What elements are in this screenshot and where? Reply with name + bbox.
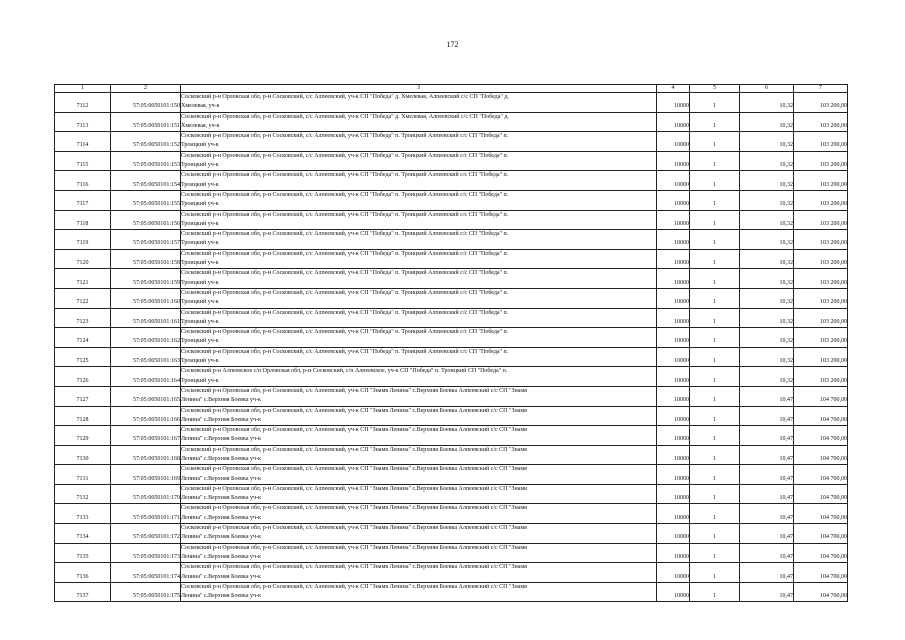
- cadastral-number: 57:05:0050101:165: [111, 386, 181, 406]
- cadastral-number: 57:05:0050101:169: [111, 465, 181, 485]
- unit-price: 10,32: [740, 269, 794, 289]
- cadastral-value: 103 200,00: [794, 190, 848, 210]
- table-row: [55, 426, 848, 446]
- plot-count: 1: [690, 582, 740, 602]
- table-row: [55, 190, 848, 210]
- cadastral-number: 57:05:0050101:154: [111, 171, 181, 191]
- plot-address: [181, 112, 657, 132]
- table-row: [55, 288, 848, 308]
- address-line-2: Ленина" с.Верхняя Боевка уч-к: [181, 475, 261, 482]
- address-line-2: Ленина" с.Верхняя Боевка уч-к: [181, 514, 261, 521]
- plot-count: 1: [690, 190, 740, 210]
- plot-area: 10000: [657, 504, 690, 524]
- row-number: 7116: [55, 171, 111, 191]
- table-row: [55, 151, 848, 171]
- unit-price: 10,47: [740, 504, 794, 524]
- unit-price: 10,32: [740, 230, 794, 250]
- cadastral-value: 103 200,00: [794, 210, 848, 230]
- address-line-1: Сосковский р-н Орловская обл, р-н Сосковский, с/с Алпеевский, уч-к СП "Победа" п. Троицкий Алпеевский с/с СП "Победа" п.: [181, 172, 509, 179]
- cadastral-value: 104 700,00: [794, 543, 848, 563]
- plot-count: 1: [690, 543, 740, 563]
- plot-count: 1: [690, 484, 740, 504]
- unit-price: 10,32: [740, 132, 794, 152]
- unit-price: 10,47: [740, 386, 794, 406]
- cadastral-value: 104 700,00: [794, 582, 848, 602]
- cadastral-number: 57:05:0050101:162: [111, 328, 181, 348]
- plot-count: 1: [690, 112, 740, 132]
- row-number: 7130: [55, 445, 111, 465]
- plot-count: 1: [690, 406, 740, 426]
- unit-price: 10,47: [740, 543, 794, 563]
- plot-address: [181, 445, 657, 465]
- plot-area: 10000: [657, 230, 690, 250]
- column-header: 1: [55, 85, 111, 93]
- plot-address: [181, 249, 657, 269]
- plot-area: 10000: [657, 112, 690, 132]
- row-number: 7125: [55, 347, 111, 367]
- plot-address: [181, 465, 657, 485]
- plot-address: [181, 132, 657, 152]
- unit-price: 10,32: [740, 171, 794, 191]
- plot-address: [181, 328, 657, 348]
- address-line-2: Троицкий уч-к: [181, 260, 219, 267]
- table-row: [55, 504, 848, 524]
- plot-count: 1: [690, 171, 740, 191]
- row-number: 7121: [55, 269, 111, 289]
- address-line-1: Сосковский р-н Орловская обл, р-н Сосковский, с/с Алпеевский, уч-к СП "Победа" п. Троицкий Алпеевский с/с СП "Победа" п.: [181, 231, 509, 238]
- table-row: [55, 132, 848, 152]
- table-row: [55, 210, 848, 230]
- plot-area: 10000: [657, 386, 690, 406]
- cadastral-number: 57:05:0050101:152: [111, 132, 181, 152]
- row-number: 7126: [55, 367, 111, 387]
- plot-address: [181, 426, 657, 446]
- cadastral-value: 104 700,00: [794, 386, 848, 406]
- column-header: 6: [740, 85, 794, 93]
- plot-count: 1: [690, 426, 740, 446]
- address-line-2: Троицкий уч-к: [181, 318, 219, 325]
- page-number: 172: [446, 40, 459, 49]
- cadastral-number: 57:05:0050101:164: [111, 367, 181, 387]
- address-line-1: Сосковский р-н Орловская обл, р-н Сосковский, с/с Алпеевский, уч-к СП "Победа" д. Хмелевая, Алпеевский с/с СП "Победа" д.: [181, 94, 509, 100]
- plot-area: 10000: [657, 484, 690, 504]
- address-line-2: Троицкий уч-к: [181, 162, 219, 169]
- unit-price: 10,47: [740, 465, 794, 485]
- row-number: 7133: [55, 504, 111, 524]
- row-number: 7114: [55, 132, 111, 152]
- plot-count: 1: [690, 269, 740, 289]
- cadastral-number: 57:05:0050101:158: [111, 249, 181, 269]
- plot-address: [181, 524, 657, 544]
- plot-area: 10000: [657, 426, 690, 446]
- address-line-1: Сосковский р-н Орловская обл, р-н Сосковский, с/с Алпеевский, уч-к СП "Победа" п. Троицкий Алпеевский с/с СП "Победа" п.: [181, 152, 509, 159]
- plot-count: 1: [690, 93, 740, 113]
- plot-address: [181, 367, 657, 387]
- address-line-2: Троицкий уч-к: [181, 377, 219, 384]
- plot-area: 10000: [657, 582, 690, 602]
- row-number: 7118: [55, 210, 111, 230]
- address-line-1: Сосковский р-н Орловская обл, р-н Сосковский, с/с Алпеевский, уч-к СП "Победа" п. Троицкий Алпеевский с/с СП "Победа" п.: [181, 133, 509, 140]
- plot-count: 1: [690, 249, 740, 269]
- table-row: [55, 543, 848, 563]
- cadastral-number: 57:05:0050101:168: [111, 445, 181, 465]
- unit-price: 10,47: [740, 582, 794, 602]
- cadastral-number: 57:05:0050101:157: [111, 230, 181, 250]
- unit-price: 10,32: [740, 93, 794, 113]
- cadastral-value: 103 200,00: [794, 112, 848, 132]
- plot-count: 1: [690, 328, 740, 348]
- plot-count: 1: [690, 288, 740, 308]
- address-line-2: Ленина" с.Верхняя Боевка уч-к: [181, 397, 261, 404]
- plot-area: 10000: [657, 406, 690, 426]
- row-number: 7122: [55, 288, 111, 308]
- table-body: [55, 93, 848, 602]
- cadastral-number: 57:05:0050101:170: [111, 484, 181, 504]
- address-line-1: Сосковский р-н Орловская обл, р-н Сосковский, с/с Алпеевский, уч-к СП "Победа" д. Хмелевая, Алпеевский с/с СП "Победа" д.: [181, 113, 509, 120]
- cadastral-value: 103 200,00: [794, 93, 848, 113]
- address-line-2: Троицкий уч-к: [181, 279, 219, 286]
- address-line-1: Сосковский р-н Орловская обл, р-н Сосковский, с/с Алпеевский, уч-к СП "Победа" п. Троицкий Алпеевский с/с СП "Победа" п.: [181, 211, 509, 218]
- row-number: 7117: [55, 190, 111, 210]
- row-number: 7136: [55, 563, 111, 583]
- unit-price: 10,32: [740, 308, 794, 328]
- unit-price: 10,32: [740, 112, 794, 132]
- cadastral-number: 57:05:0050101:166: [111, 406, 181, 426]
- address-line-1: Сосковский р-н Орловская обл, р-н Сосковский, с/с Алпеевский, уч-к СП "Знамя Ленина" с.Верхняя Боевка Алпеевский с/с СП "Знамя: [181, 564, 527, 571]
- address-line-1: Сосковский р-н Орловская обл, р-н Сосковский, с/с Алпеевский, уч-к СП "Победа" п. Троицкий Алпеевский с/с СП "Победа" п.: [181, 191, 509, 198]
- plot-address: [181, 582, 657, 602]
- plot-count: 1: [690, 230, 740, 250]
- plot-area: 10000: [657, 249, 690, 269]
- plot-area: 10000: [657, 93, 690, 113]
- plot-count: 1: [690, 445, 740, 465]
- plot-address: [181, 210, 657, 230]
- cadastral-value: 104 700,00: [794, 504, 848, 524]
- row-number: 7127: [55, 386, 111, 406]
- row-number: 7131: [55, 465, 111, 485]
- address-line-2: Троицкий уч-к: [181, 220, 219, 227]
- plot-address: [181, 151, 657, 171]
- table-row: [55, 112, 848, 132]
- table-row: [55, 171, 848, 191]
- plot-count: 1: [690, 151, 740, 171]
- plot-area: 10000: [657, 210, 690, 230]
- cadastral-number: 57:05:0050101:167: [111, 426, 181, 446]
- cadastral-number: 57:05:0050101:171: [111, 504, 181, 524]
- address-line-2: Ленина" с.Верхняя Боевка уч-к: [181, 534, 261, 541]
- unit-price: 10,47: [740, 524, 794, 544]
- cadastral-number: 57:05:0050101:159: [111, 269, 181, 289]
- unit-price: 10,32: [740, 210, 794, 230]
- plot-address: [181, 288, 657, 308]
- plot-address: [181, 543, 657, 563]
- address-line-2: Троицкий уч-к: [181, 142, 219, 149]
- cadastral-number: 57:05:0050101:163: [111, 347, 181, 367]
- column-header: 5: [690, 85, 740, 93]
- table-row: [55, 269, 848, 289]
- table-row: [55, 367, 848, 387]
- table-row: [55, 386, 848, 406]
- cadastral-value: 103 200,00: [794, 308, 848, 328]
- address-line-2: Троицкий уч-к: [181, 338, 219, 345]
- address-line-2: Ленина" с.Верхняя Боевка уч-к: [181, 416, 261, 423]
- table-row: [55, 582, 848, 602]
- cadastral-value: 104 700,00: [794, 524, 848, 544]
- address-line-2: Троицкий уч-к: [181, 181, 219, 188]
- address-line-1: Сосковский р-н Орловская обл, р-н Сосковский, с/с Алпеевский, уч-к СП "Победа" п. Троицкий Алпеевский с/с СП "Победа" п.: [181, 329, 509, 336]
- table-row: [55, 93, 848, 113]
- column-header: 2: [111, 85, 181, 93]
- plot-count: 1: [690, 386, 740, 406]
- cadastral-number: 57:05:0050101:160: [111, 288, 181, 308]
- plot-address: [181, 190, 657, 210]
- plot-count: 1: [690, 132, 740, 152]
- address-line-1: Сосковский р-н Орловская обл, р-н Сосковский, с/с Алпеевский, уч-к СП "Победа" п. Троицкий Алпеевский с/с СП "Победа" п.: [181, 270, 509, 277]
- row-number: 7113: [55, 112, 111, 132]
- unit-price: 10,47: [740, 406, 794, 426]
- plot-area: 10000: [657, 445, 690, 465]
- cadastral-value: 103 200,00: [794, 288, 848, 308]
- cadastral-value: 103 200,00: [794, 269, 848, 289]
- cadastral-number: 57:05:0050101:175: [111, 582, 181, 602]
- address-line-1: Сосковский р-н Орловская обл, р-н Сосковский, с/с Алпеевский, уч-к СП "Знамя Ленина" с.Верхняя Боевка Алпеевский с/с СП "Знамя: [181, 427, 527, 434]
- plot-area: 10000: [657, 288, 690, 308]
- address-line-1: Сосковский р-н Орловская обл, р-н Сосковский, с/с Алпеевский, уч-к СП "Знамя Ленина" с.Верхняя Боевка Алпеевский с/с СП "Знамя: [181, 485, 527, 492]
- cadastral-value: 103 200,00: [794, 171, 848, 191]
- cadastral-number: 57:05:0050101:153: [111, 151, 181, 171]
- plot-count: 1: [690, 210, 740, 230]
- cadastral-value: 103 200,00: [794, 367, 848, 387]
- plot-address: [181, 93, 657, 113]
- address-line-2: Хмелевая, уч-к: [181, 122, 220, 129]
- cadastral-value: 104 700,00: [794, 426, 848, 446]
- cadastral-value: 104 700,00: [794, 484, 848, 504]
- cadastral-number: 57:05:0050101:151: [111, 112, 181, 132]
- table-row: [55, 230, 848, 250]
- table-row: [55, 308, 848, 328]
- row-number: 7112: [55, 93, 111, 113]
- address-line-1: Сосковский р-н Орловская обл, р-н Сосковский, с/с Алпеевский, уч-к СП "Знамя Ленина" с.Верхняя Боевка Алпеевский с/с СП "Знамя: [181, 407, 527, 414]
- unit-price: 10,32: [740, 151, 794, 171]
- table-row: [55, 406, 848, 426]
- plot-count: 1: [690, 504, 740, 524]
- row-number: 7132: [55, 484, 111, 504]
- plot-count: 1: [690, 524, 740, 544]
- address-line-1: Сосковский р-н Орловская обл, р-н Сосковский, с/с Алпеевский, уч-к СП "Знамя Ленина" с.Верхняя Боевка Алпеевский с/с СП "Знамя: [181, 525, 527, 532]
- cadastral-number: 57:05:0050101:161: [111, 308, 181, 328]
- table-row: [55, 328, 848, 348]
- address-line-1: Сосковский р-н Орловская обл, р-н Сосковский, с/с Алпеевский, уч-к СП "Знамя Ленина" с.Верхняя Боевка Алпеевский с/с СП "Знамя: [181, 466, 527, 473]
- plot-count: 1: [690, 347, 740, 367]
- address-line-2: Ленина" с.Верхняя Боевка уч-к: [181, 573, 261, 580]
- address-line-2: Ленина" с.Верхняя Боевка уч-к: [181, 455, 261, 462]
- unit-price: 10,47: [740, 426, 794, 446]
- cadastral-value: 103 200,00: [794, 347, 848, 367]
- cadastral-number: 57:05:0050101:173: [111, 543, 181, 563]
- address-line-1: Сосковский р-н Алпеевское с/п Орловская обл, р-н Сосковский, с/п Алпеевское, уч-к СП "Победа" п. Троицкий СП "Победа" п.: [181, 368, 508, 375]
- plot-address: [181, 406, 657, 426]
- unit-price: 10,32: [740, 328, 794, 348]
- plot-address: [181, 563, 657, 583]
- cadastral-value: 103 200,00: [794, 132, 848, 152]
- cadastral-number: 57:05:0050101:172: [111, 524, 181, 544]
- cadastral-value: 103 200,00: [794, 328, 848, 348]
- row-number: 7128: [55, 406, 111, 426]
- table-row: [55, 524, 848, 544]
- plot-area: 10000: [657, 543, 690, 563]
- address-line-2: Ленина" с.Верхняя Боевка уч-к: [181, 593, 261, 600]
- plot-address: [181, 347, 657, 367]
- address-line-1: Сосковский р-н Орловская обл, р-н Сосковский, с/с Алпеевский, уч-к СП "Знамя Ленина" с.Верхняя Боевка Алпеевский с/с СП "Знамя: [181, 505, 527, 512]
- cadastral-value: 104 700,00: [794, 445, 848, 465]
- cadastral-value: 103 200,00: [794, 151, 848, 171]
- plot-area: 10000: [657, 524, 690, 544]
- unit-price: 10,47: [740, 445, 794, 465]
- row-number: 7134: [55, 524, 111, 544]
- table-row: [55, 484, 848, 504]
- cadastral-value: 104 700,00: [794, 563, 848, 583]
- plot-area: 10000: [657, 151, 690, 171]
- plot-address: [181, 484, 657, 504]
- plot-area: 10000: [657, 347, 690, 367]
- plot-count: 1: [690, 563, 740, 583]
- address-line-1: Сосковский р-н Орловская обл, р-н Сосковский, с/с Алпеевский, уч-к СП "Победа" п. Троицкий Алпеевский с/с СП "Победа" п.: [181, 309, 509, 316]
- plot-address: [181, 386, 657, 406]
- row-number: 7120: [55, 249, 111, 269]
- row-number: 7135: [55, 543, 111, 563]
- land-plot-table: [54, 84, 848, 602]
- unit-price: 10,32: [740, 249, 794, 269]
- row-number: 7115: [55, 151, 111, 171]
- column-header: 4: [657, 85, 690, 93]
- plot-address: [181, 269, 657, 289]
- row-number: 7119: [55, 230, 111, 250]
- unit-price: 10,47: [740, 563, 794, 583]
- address-line-2: Ленина" с.Верхняя Боевка уч-к: [181, 553, 261, 560]
- table-row: [55, 347, 848, 367]
- address-line-1: Сосковский р-н Орловская обл, р-н Сосковский, с/с Алпеевский, уч-к СП "Знамя Ленина" с.Верхняя Боевка Алпеевский с/с СП "Знамя: [181, 544, 527, 551]
- table-row: [55, 445, 848, 465]
- plot-area: 10000: [657, 563, 690, 583]
- cadastral-number: 57:05:0050101:174: [111, 563, 181, 583]
- address-line-1: Сосковский р-н Орловская обл, р-н Сосковский, с/с Алпеевский, уч-к СП "Знамя Ленина" с.Верхняя Боевка Алпеевский с/с СП "Знамя: [181, 387, 527, 394]
- unit-price: 10,32: [740, 190, 794, 210]
- plot-area: 10000: [657, 328, 690, 348]
- row-number: 7129: [55, 426, 111, 446]
- plot-count: 1: [690, 465, 740, 485]
- unit-price: 10,32: [740, 347, 794, 367]
- address-line-2: Троицкий уч-к: [181, 299, 219, 306]
- cadastral-value: 103 200,00: [794, 230, 848, 250]
- address-line-1: Сосковский р-н Орловская обл, р-н Сосковский, с/с Алпеевский, уч-к СП "Победа" п. Троицкий Алпеевский с/с СП "Победа" п.: [181, 289, 509, 296]
- plot-address: [181, 171, 657, 191]
- column-header: 7: [794, 85, 848, 93]
- unit-price: 10,47: [740, 484, 794, 504]
- cadastral-number: 57:05:0050101:156: [111, 210, 181, 230]
- cadastral-number: 57:05:0050101:155: [111, 190, 181, 210]
- address-line-2: Троицкий уч-к: [181, 240, 219, 247]
- column-header: 3: [181, 85, 657, 93]
- address-line-1: Сосковский р-н Орловская обл, р-н Сосковский, с/с Алпеевский, уч-к СП "Знамя Ленина" с.Верхняя Боевка Алпеевский с/с СП "Знамя: [181, 583, 527, 590]
- cadastral-number: 57:05:0050101:150: [111, 93, 181, 113]
- plot-area: 10000: [657, 269, 690, 289]
- table-row: [55, 465, 848, 485]
- plot-address: [181, 308, 657, 328]
- row-number: 7124: [55, 328, 111, 348]
- plot-area: 10000: [657, 190, 690, 210]
- address-line-2: Троицкий уч-к: [181, 201, 219, 208]
- plot-address: [181, 230, 657, 250]
- cadastral-value: 103 200,00: [794, 249, 848, 269]
- unit-price: 10,32: [740, 288, 794, 308]
- row-number: 7137: [55, 582, 111, 602]
- address-line-1: Сосковский р-н Орловская обл, р-н Сосковский, с/с Алпеевский, уч-к СП "Победа" п. Троицкий Алпеевский с/с СП "Победа" п.: [181, 348, 509, 355]
- table-row: [55, 563, 848, 583]
- address-line-2: Хмелевая, уч-к: [181, 103, 220, 110]
- plot-area: 10000: [657, 171, 690, 191]
- cadastral-value: 104 700,00: [794, 465, 848, 485]
- table-row: [55, 249, 848, 269]
- plot-area: 10000: [657, 132, 690, 152]
- cadastral-value: 104 700,00: [794, 406, 848, 426]
- plot-count: 1: [690, 367, 740, 387]
- plot-area: 10000: [657, 308, 690, 328]
- plot-address: [181, 504, 657, 524]
- plot-count: 1: [690, 308, 740, 328]
- address-line-2: Троицкий уч-к: [181, 358, 219, 365]
- address-line-1: Сосковский р-н Орловская обл, р-н Сосковский, с/с Алпеевский, уч-к СП "Знамя Ленина" с.Верхняя Боевка Алпеевский с/с СП "Знамя: [181, 446, 527, 453]
- unit-price: 10,32: [740, 367, 794, 387]
- address-line-2: Ленина" с.Верхняя Боевка уч-к: [181, 436, 261, 443]
- address-line-1: Сосковский р-н Орловская обл, р-н Сосковский, с/с Алпеевский, уч-к СП "Победа" п. Троицкий Алпеевский с/с СП "Победа" п.: [181, 250, 509, 257]
- address-line-2: Ленина" с.Верхняя Боевка уч-к: [181, 495, 261, 502]
- column-number-row: [55, 85, 848, 93]
- row-number: 7123: [55, 308, 111, 328]
- plot-area: 10000: [657, 465, 690, 485]
- plot-area: 10000: [657, 367, 690, 387]
